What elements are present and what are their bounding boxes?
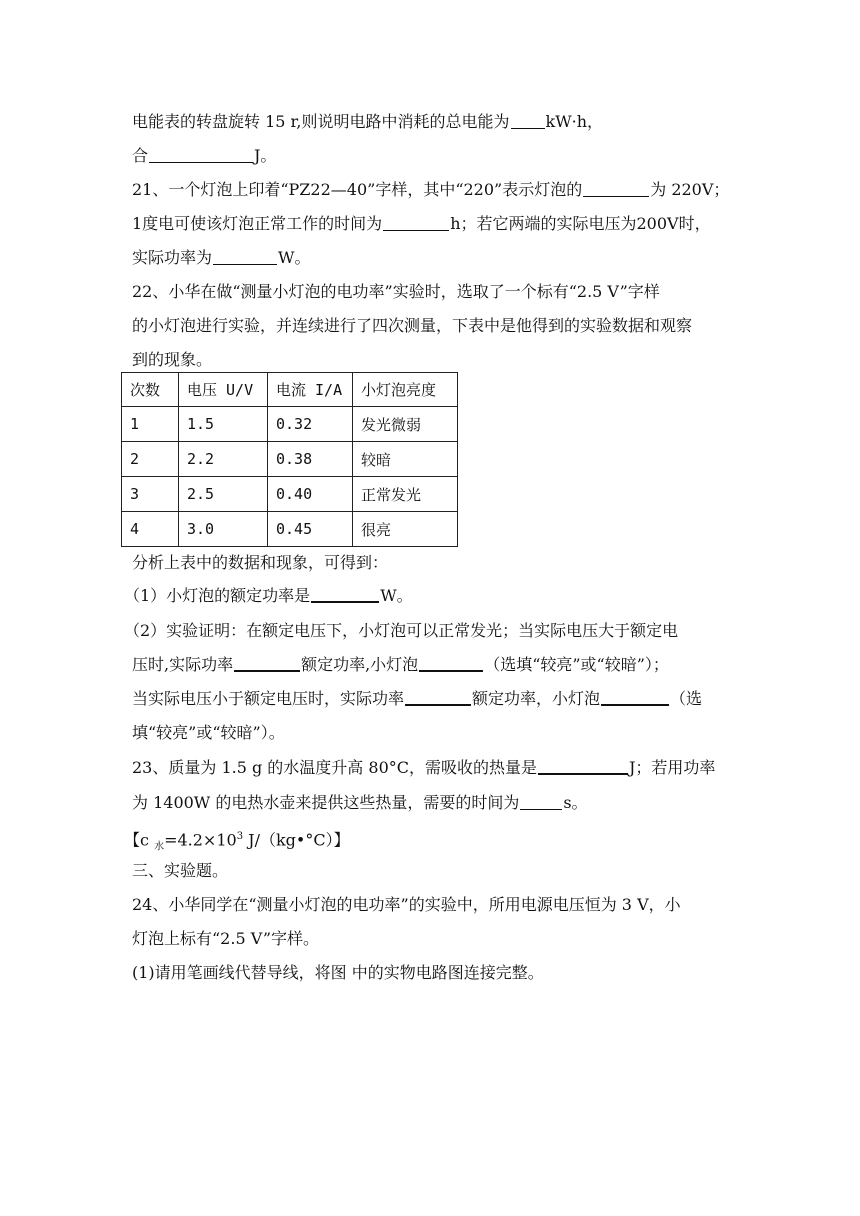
question-24-line: (1)请用笔画线代替导线，将图 中的实物电路图连接完整。: [132, 963, 544, 982]
answer-blank[interactable]: [601, 689, 669, 706]
table-row: [122, 477, 458, 512]
table-cell: 较暗: [353, 442, 458, 477]
question-23-line: 为 1400W 的电热水壶来提供这些热量，需要的时间为 s。: [132, 793, 588, 812]
answer-line: 当实际电压小于额定电压时，实际功率 额定功率，小灯泡 （选: [132, 689, 703, 708]
question-23-line: 23、质量为 1.5 g 的水温度升高 80°C，需吸收的热量是 J；若用功率: [132, 758, 716, 777]
question-22-line: 的小灯泡进行实验，并连续进行了四次测量，下表中是他得到的实验数据和观察: [132, 316, 693, 335]
answer-line: 填“较亮”或“较暗”）。: [132, 723, 285, 742]
answer-blank[interactable]: [520, 794, 562, 810]
question-21-line: 1度电可使该灯泡正常工作的时间为 h；若它两端的实际电压为200V时，: [132, 214, 711, 233]
constant-note: 【c $_水=4.2\times 10^3$ J/（kg•°C）】: [124, 830, 350, 853]
answer-blank[interactable]: [538, 758, 628, 775]
table-cell: 正常发光: [353, 477, 458, 512]
question-21-line: 实际功率为 W。: [132, 248, 311, 267]
table-cell: 3.0: [179, 512, 268, 547]
answer-line: 压时,实际功率 额定功率,小灯泡 （选填“较亮”或“较暗”）；: [132, 655, 669, 674]
table-row: [122, 512, 458, 547]
table-cell: 2.2: [179, 442, 268, 477]
text-line: 合 J。: [132, 146, 277, 165]
table-cell: 1.5: [179, 407, 268, 442]
table-cell: 2: [122, 442, 179, 477]
answer-blank[interactable]: [383, 215, 449, 231]
text-line: 电能表的转盘旋转 15 r,则说明电路中消耗的总电能为 kW·h，: [132, 112, 604, 131]
question-24-line: 灯泡上标有“2.5 V”字样。: [132, 929, 320, 948]
table-cell: 发光微弱: [353, 407, 458, 442]
table-header: 次数: [122, 373, 179, 407]
answer-line: （1）小灯泡的额定功率是 W。: [124, 586, 413, 605]
table-cell: 4: [122, 512, 179, 547]
question-22-line: 22、小华在做“测量小灯泡的电功率”实验时，选取了一个标有“2.5 V”字样: [132, 282, 660, 301]
table-cell: 0.32: [268, 407, 353, 442]
question-22-line: 到的现象。: [132, 350, 213, 369]
answer-blank[interactable]: [405, 689, 471, 706]
table-header-row: [122, 373, 458, 407]
table-cell: 1: [122, 407, 179, 442]
analysis-line: 分析上表中的数据和现象，可得到：: [132, 553, 389, 572]
section-title: 三、实验题。: [132, 861, 229, 880]
table-header: 小灯泡亮度: [353, 373, 458, 407]
table-cell: 0.40: [268, 477, 353, 512]
answer-blank[interactable]: [234, 655, 300, 672]
answer-blank[interactable]: [419, 655, 483, 672]
table-header: 电压 U/V: [179, 373, 268, 407]
answer-blank[interactable]: [149, 147, 253, 163]
answer-blank[interactable]: [583, 181, 649, 197]
table-cell: 3: [122, 477, 179, 512]
question-24-line: 24、小华同学在“测量小灯泡的电功率”的实验中，所用电源电压恒为 3 V，小: [132, 895, 681, 914]
table-cell: 很亮: [353, 512, 458, 547]
answer-blank[interactable]: [311, 586, 379, 603]
table-cell: 0.38: [268, 442, 353, 477]
table-header: 电流 I/A: [268, 373, 353, 407]
data-table: [121, 372, 458, 547]
answer-blank[interactable]: [511, 113, 545, 129]
table-cell: 0.45: [268, 512, 353, 547]
answer-blank[interactable]: [213, 249, 277, 265]
table-cell: 2.5: [179, 477, 268, 512]
table-row: [122, 407, 458, 442]
table-row: [122, 442, 458, 477]
question-21-line: 21、一个灯泡上印着“PZ22—40”字样，其中“220”表示灯泡的 为 220V；: [132, 180, 730, 199]
answer-line: （2）实验证明：在额定电压下，小灯泡可以正常发光；当实际电压大于额定电: [124, 621, 679, 640]
